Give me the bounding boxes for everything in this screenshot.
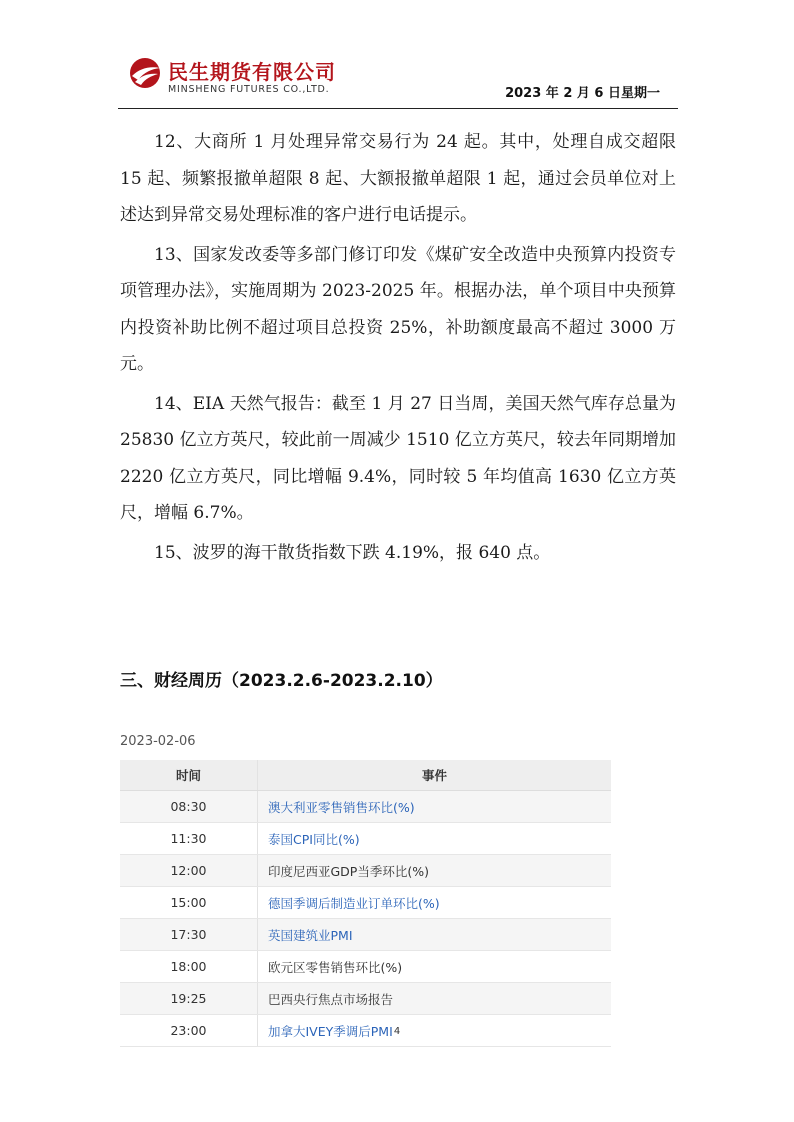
news-item: 14、EIA 天然气报告：截至 1 月 27 日当周，美国天然气库存总量为 25830 亿立方英尺，较此前一周减少 1510 亿立方英尺，较去年同期增加 2220 亿立方英尺，同比增幅 9.4%，同时较 5 年均值高 1630 亿立方英尺，增幅 6.7%。 [120, 393, 676, 523]
column-header-event: 事件 [258, 760, 612, 791]
event-link[interactable]: 泰国CPI同比(%) [258, 823, 612, 855]
event-time: 12:00 [120, 855, 258, 887]
minsheng-logo-icon [128, 56, 162, 90]
calendar-date: 2023-02-06 [120, 734, 196, 749]
table-row [120, 791, 611, 823]
column-header-time: 时间 [120, 760, 258, 791]
event-name: 欧元区零售销售环比(%) [258, 951, 612, 983]
calendar-table [120, 760, 611, 1047]
event-name: 巴西央行焦点市场报告 [258, 983, 612, 1015]
section-title: 三、财经周历（2023.2.6-2023.2.10） [120, 671, 443, 691]
event-time: 11:30 [120, 823, 258, 855]
header-divider [118, 108, 678, 109]
news-item: 15、波罗的海干散货指数下跌 4.19%，报 640 点。 [154, 542, 551, 563]
table-row [120, 887, 611, 919]
event-time: 17:30 [120, 919, 258, 951]
company-name-cn: 民生期货有限公司 [168, 60, 336, 84]
event-time: 19:25 [120, 983, 258, 1015]
event-link[interactable]: 澳大利亚零售销售环比(%) [258, 791, 612, 823]
news-body [120, 124, 676, 574]
page-number: 4 [393, 1026, 401, 1037]
table-row [120, 823, 611, 855]
event-link[interactable]: 英国建筑业PMI [258, 919, 612, 951]
table-row [120, 919, 611, 951]
company-name-en: MINSHENG FUTURES CO.,LTD. [168, 84, 330, 95]
company-logo [128, 54, 368, 102]
table-row [120, 983, 611, 1015]
event-name: 印度尼西亚GDP当季环比(%) [258, 855, 612, 887]
table-row [120, 855, 611, 887]
event-time: 23:00 [120, 1015, 258, 1047]
report-date: 2023 年 2 月 6 日星期一 [505, 86, 660, 101]
event-time: 08:30 [120, 791, 258, 823]
event-link[interactable]: 加拿大IVEY季调后PMI [258, 1015, 612, 1047]
news-item: 12、大商所 1 月处理异常交易行为 24 起。其中，处理自成交超限 15 起、频繁报撤单超限 8 起、大额报撤单超限 1 起，通过会员单位对上述达到异常交易处理标准的客户进行电话提示。 [120, 132, 676, 225]
news-item: 13、国家发改委等多部门修订印发《煤矿安全改造中央预算内投资专项管理办法》，实施周期为 2023-2025 年。根据办法，单个项目中央预算内投资补助比例不超过项目总投资 25%，补助额度最高不超过 3000 万元。 [120, 244, 676, 374]
event-time: 15:00 [120, 887, 258, 919]
page-header [0, 0, 794, 112]
table-header-row [120, 760, 611, 791]
event-link[interactable]: 德国季调后制造业订单环比(%) [258, 887, 612, 919]
event-time: 18:00 [120, 951, 258, 983]
table-row [120, 951, 611, 983]
